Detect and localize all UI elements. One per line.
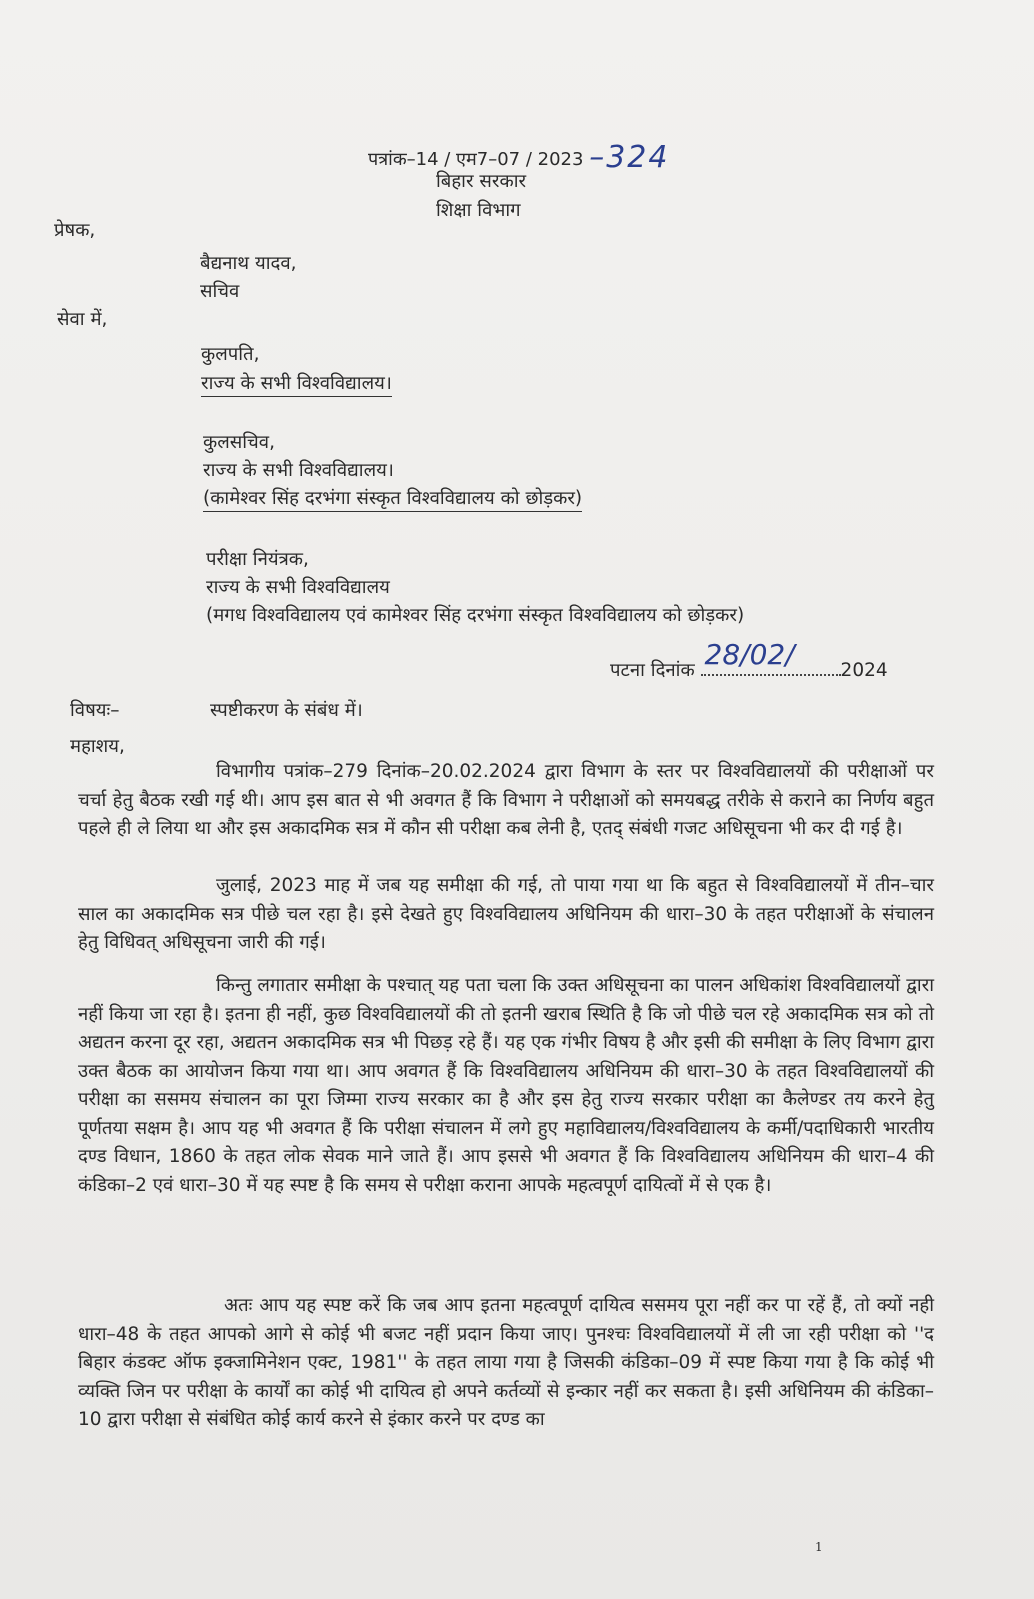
sender-label: प्रेषक, (54, 220, 96, 241)
recipient-3-title: परीक्षा नियंत्रक, (206, 549, 309, 570)
recipient-1-title: कुलपति, (201, 344, 260, 365)
recipient-3-scope: राज्य के सभी विश्वविद्यालय (206, 577, 390, 598)
date-year: 2024 (840, 660, 888, 681)
subject-label: विषयः– (70, 700, 120, 721)
date-line (610, 638, 888, 682)
handwritten-letter-number: –324 (589, 140, 670, 175)
date-blank (701, 638, 841, 676)
salutation: महाशय, (70, 736, 125, 757)
recipient-3-exception: (मगध विश्वविद्यालय एवं कामेश्वर सिंह दरभंगा संस्कृत विश्वविद्यालय को छोड़कर) (206, 605, 745, 626)
govt-name: बिहार सरकार (436, 171, 527, 192)
department-name: शिक्षा विभाग (436, 200, 521, 221)
subject-text: स्पष्टीकरण के संबंध में। (210, 700, 363, 721)
page-number: 1 (815, 1540, 823, 1554)
sender-designation: सचिव (200, 281, 240, 302)
recipients-label: सेवा में, (57, 309, 108, 330)
body-paragraph-2: जुलाई, 2023 माह में जब यह समीक्षा की गई, तो पाया गया था कि बहुत से विश्वविद्यालयों में तीन–चार साल का अकादमिक सत्र पीछे चल रहा है। इसे देखते हुए विश्वविद्यालय अधिनियम की धारा–30 के तहत परीक्षाओं के संचालन हेतु विधिवत् अधिसूचना जारी की गई। (78, 875, 934, 953)
handwritten-date: 28/02/ (704, 638, 795, 671)
sender-name: बैद्यनाथ यादव, (200, 253, 297, 274)
letter-number-text: पत्रांक–14 / एम7–07 / 2023 (368, 149, 584, 170)
body-paragraph-3: किन्तु लगातार समीक्षा के पश्चात् यह पता चला कि उक्त अधिसूचना का पालन अधिकांश विश्वविद्यालयों द्वारा नहीं किया जा रहा है। इतना ही नहीं, कुछ विश्वविद्यालयों की तो इतनी खराब स्थिति है कि जो पीछे चल रहे अकादमिक सत्र को तो अद्यतन करना दूर रहा, अद्यतन अकादमिक सत्र भी पिछड़ रहे हैं। यह एक गंभीर विषय है और इसी की समीक्षा के लिए विभाग द्वारा उक्त बैठक का आयोजन किया गया था। आप अवगत हैं कि विश्वविद्यालय अधिनियम की धारा–30 के तहत विश्वविद्यालयों की परीक्षा का ससमय संचालन का पूरा जिम्मा राज्य सरकार का है और इस हेतु राज्य सरकार परीक्षा का कैलेण्डर तय करने हेतु पूर्णतया सक्षम है। आप यह भी अवगत हैं कि परीक्षा संचालन में लगे हुए महाविद्यालय/विश्वविद्यालय के कर्मी/पदाधिकारी भारतीय दण्ड विधान, 1860 के तहत लोक सेवक माने जाते हैं। आप इससे भी अवगत हैं कि विश्वविद्यालय अधिनियम की धारा–4 की कंडिका–2 एवं धारा–30 में यह स्पष्ट है कि समय से परीक्षा कराना आपके महत्वपूर्ण दायित्वों में से एक है। (78, 975, 934, 1196)
body-paragraph-1: विभागीय पत्रांक–279 दिनांक–20.02.2024 द्वारा विभाग के स्तर पर विश्वविद्यालयों की परीक्षाओं पर चर्चा हेतु बैठक रखी गई थी। आप इस बात से भी अवगत हैं कि विभाग ने परीक्षाओं को समयबद्ध तरीके से कराने का निर्णय बहुत पहले ही ले लिया था और इस अकादमिक सत्र में कौन सी परीक्षा कब लेनी है, एतद् संबंधी गजट अधिसूचना भी कर दी गई है। (78, 761, 934, 839)
recipient-2-exception: (कामेश्वर सिंह दरभंगा संस्कृत विश्वविद्यालय को छोड़कर) (203, 485, 582, 512)
recipient-2-scope: राज्य के सभी विश्वविद्यालय। (203, 460, 394, 481)
recipient-1-scope: राज्य के सभी विश्वविद्यालय। (201, 370, 392, 397)
body-paragraph-4: अतः आप यह स्पष्ट करें कि जब आप इतना महत्वपूर्ण दायित्व ससमय पूरा नहीं कर पा रहें हैं, तो क्यों नही धारा–48 के तहत आपको आगे से कोई भी बजट नहीं प्रदान किया जाए। पुनश्चः विश्वविद्यालयों में ली जा रही परीक्षा को ''द बिहार कंडक्ट ऑफ इक्जामिनेशन एक्ट, 1981'' के तहत लाया गया है जिसकी कंडिका–09 में स्पष्ट किया गया है कि कोई भी व्यक्ति जिन पर परीक्षा के कार्यों का कोई भी दायित्व हो अपने कर्तव्यों से इन्कार नहीं कर सकता है। इसी अधिनियम की कंडिका–10 द्वारा परीक्षा से संबंधित कोई कार्य करने से इंकार करने पर दण्ड का (78, 1295, 934, 1430)
date-prefix: पटना दिनांक (610, 660, 695, 681)
recipient-2-title: कुलसचिव, (203, 432, 275, 453)
